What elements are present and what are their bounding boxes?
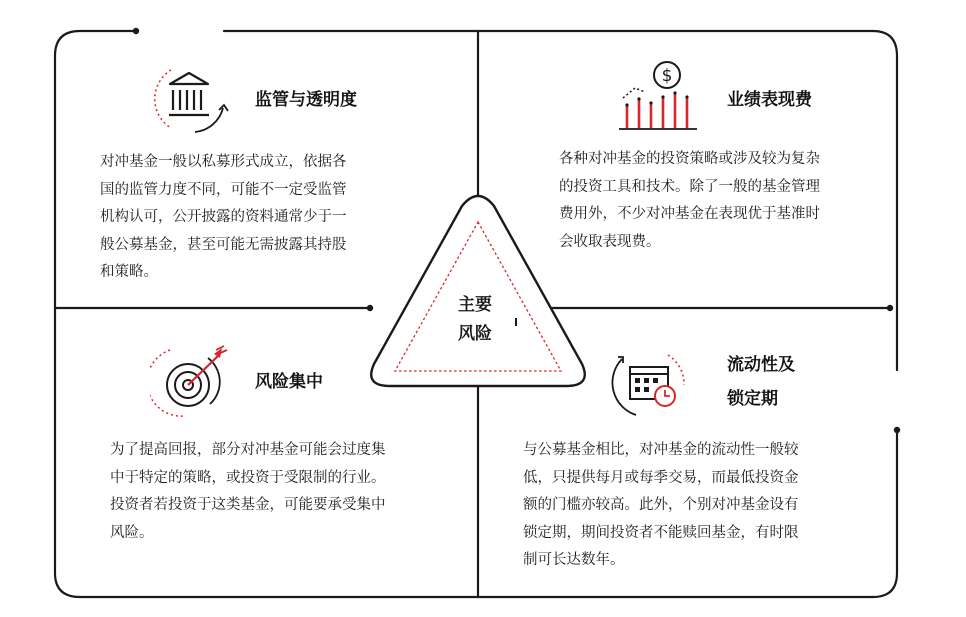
body-performance-fee [559,146,820,256]
body-concentration-risk [110,437,386,547]
target-dart-icon [150,340,234,420]
text-line: 与公募基金相比，对冲基金的流动性一般较 [523,442,799,458]
text-line: 和策略。 [100,264,158,280]
text-line: 费用外，不少对冲基金在表现优于基准时 [559,206,820,222]
title-regulation-transparency: 监管与透明度 [255,90,357,110]
text-line: 投资者若投资于这类基金，可能要承受集中 [110,497,386,513]
text-line: 为了提高回报，部分对冲基金可能会过度集 [110,442,386,458]
text-line: 机构认可，公开披露的资料通常少于一 [100,209,347,225]
center-label-main-risks: 主要 风险 [458,295,492,344]
title-liquidity-lockup: 流动性及 锁定期 [727,355,795,409]
title-performance-fee: 业绩表现费 [727,90,812,110]
text-line: 会收取表现费。 [559,233,661,250]
text-line: 制可长达数年。 [523,552,625,568]
calendar-clock-icon [608,345,692,421]
text-line: 中于特定的策略，或投资于受限制的行业。 [110,469,386,486]
text-line: 低，只提供每月或每季交易，而最低投资金 [523,469,799,486]
text-line: 额的门槛亦较高。此外，个别对冲基金设有 [523,497,799,513]
text-line: 国的监管力度不同，可能不一定受监管 [100,181,347,198]
text-line: 对冲基金一般以私募形式成立，依据各 [100,154,347,170]
text-line: 各种对冲基金的投资策略或涉及较为复杂 [559,151,820,167]
title-concentration-risk: 风险集中 [255,372,323,392]
text-line: 的投资工具和技术。除了一般的基金管理 [559,178,820,195]
text-line: 般公募基金，甚至可能无需披露其持股 [100,236,347,253]
bank-building-icon [147,62,237,136]
dollar-bar-chart-icon [615,58,701,132]
body-regulation-transparency [100,149,347,287]
svg-text:$: $ [661,66,673,86]
text-line: 风险。 [110,524,154,541]
text-line: 锁定期，期间投资者不能赎回基金，有时限 [523,524,799,541]
body-liquidity-lockup [523,437,799,575]
